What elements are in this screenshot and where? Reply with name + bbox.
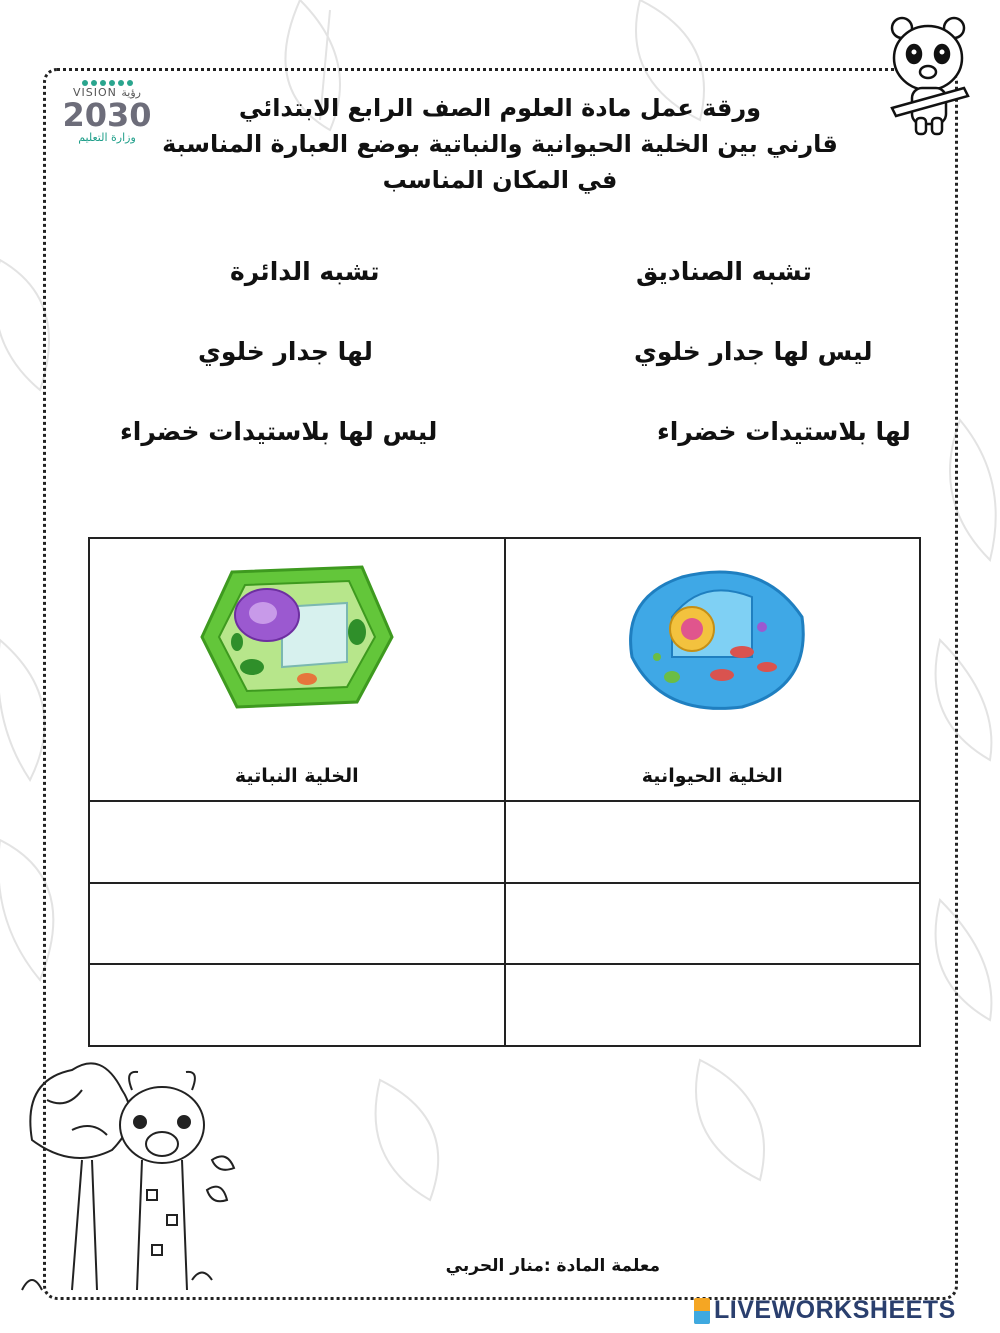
giraffe-tree-illustration <box>12 1040 252 1300</box>
option-no-cell-wall[interactable]: ليس لها جدار خلوي <box>634 337 873 366</box>
title-line-1: ورقة عمل مادة العلوم الصف الرابع الابتدائي <box>238 94 762 122</box>
option-circle-shaped[interactable]: تشبه الدائرة <box>230 257 380 286</box>
option-has-cell-wall[interactable]: لها جدار خلوي <box>198 337 373 366</box>
comparison-table <box>88 537 921 1047</box>
animal-answer-cell-1[interactable] <box>505 801 921 883</box>
plant-answer-cell-3[interactable] <box>89 964 505 1046</box>
title-line-2: قارني بين الخلية الحيوانية والنباتية بوضع العبارة المناسبة <box>162 130 838 158</box>
logo-year: 2030 <box>62 96 152 134</box>
option-no-chloroplasts[interactable]: ليس لها بلاستيدات خضراء <box>120 417 438 446</box>
animal-cell-column-header <box>505 538 921 801</box>
liveworksheets-badge-icon <box>694 1298 710 1324</box>
plant-cell-column-header <box>89 538 505 801</box>
animal-answer-cell-3[interactable] <box>505 964 921 1046</box>
plant-cell-label: الخلية النباتية <box>234 765 359 787</box>
title-line-3: في المكان المناسب <box>382 166 618 194</box>
liveworksheets-logo <box>694 1296 994 1328</box>
animal-cell-icon <box>612 557 812 717</box>
liveworksheets-brand-text: LIVEWORKSHEETS <box>714 1296 956 1324</box>
option-has-chloroplasts[interactable]: لها بلاستيدات خضراء <box>657 417 911 446</box>
logo-ministry-label: وزارة التعليم <box>78 131 136 144</box>
worksheet-title <box>120 90 880 198</box>
bear-pencil-icon <box>888 14 970 138</box>
plant-cell-icon <box>197 557 397 717</box>
animal-cell-label: الخلية الحيوانية <box>641 765 783 787</box>
animal-answer-cell-2[interactable] <box>505 883 921 965</box>
plant-answer-cell-2[interactable] <box>89 883 505 965</box>
teacher-name: معلمة المادة :منار الحربي <box>445 1256 660 1276</box>
logo-vision-label: VISION رؤية <box>73 86 141 99</box>
option-box-shaped[interactable]: تشبه الصناديق <box>636 257 812 286</box>
plant-answer-cell-1[interactable] <box>89 801 505 883</box>
